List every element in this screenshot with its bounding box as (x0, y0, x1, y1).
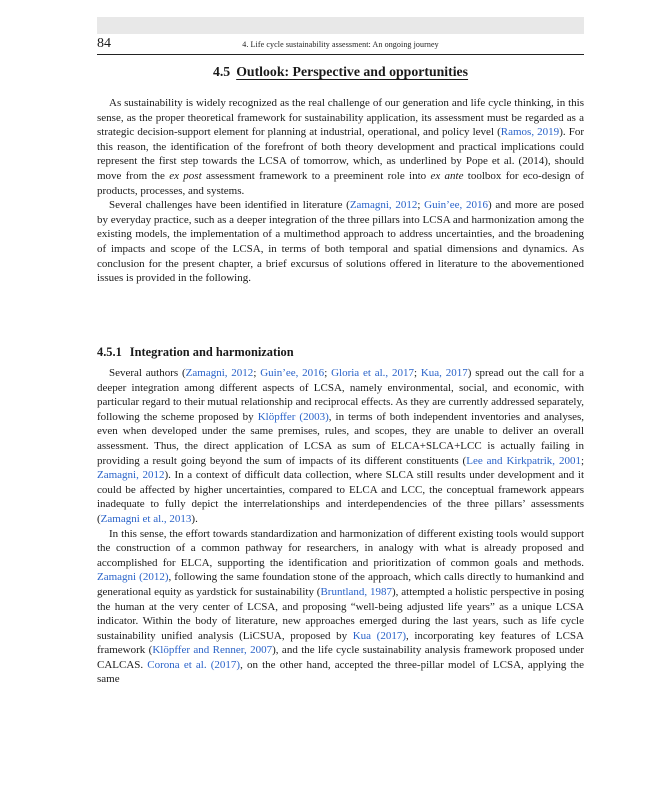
text: As sustainability is widely recognized as the real challenge of our generation and life cycle thinking, in this sense, as the proper theoretical framework for sustainability application, its assessment must be regarded as a strategic decision-support element for planning at industrial, operational, and policy level ( (97, 97, 584, 139)
text: toolbox for eco-design of products, processes, and systems. (97, 169, 585, 197)
text: ). In a context of difficult data collection, where SLCA still results under development and it could be affected by higher uncertainties, compared to ELCA and LCC, the conceptual framework appears inadequate to fully depict the interrelationships and interdependencies of the three pillars’ assessments ( (97, 469, 584, 525)
italic-term: ex post (169, 169, 202, 182)
text: Several authors ( (109, 367, 186, 379)
text: ), and the life cycle sustainability analysis framework proposed under CALCAS. (97, 644, 584, 671)
text: ; (324, 367, 332, 379)
citation-link[interactable]: Ramos, 2019 (500, 126, 560, 139)
italic-term: ex ante (430, 169, 464, 182)
text: ), attempted a holistic perspective in posing the human at the very center of LCSA, and proposing “well-being adjusted life years” as a unique LCSA indicator. Within the body of literature, new approaches emerged during the last years, such as life cycle sustainability unified analysis (LiCSUA, proposed by (97, 585, 584, 642)
text: Several challenges have been identified in literature ( (109, 199, 350, 212)
text: , following the same foundation stone of the approach, which calls directly to humankind and generational equity as yardstick for sustainability ( (97, 571, 584, 598)
body-text (97, 366, 584, 687)
citation-link[interactable]: Zamagni, 2012 (185, 367, 254, 379)
section-heading (97, 63, 584, 81)
citation-link[interactable]: Guin’ee, 2016 (424, 199, 488, 212)
citation-link[interactable]: Kua, 2017 (420, 367, 468, 379)
text: ). (191, 512, 198, 525)
subsection-number: 4.5.1 (97, 345, 122, 359)
citation-link[interactable]: Zamagni, 2012 (349, 199, 418, 212)
subsection-title: Integration and harmonization (129, 345, 294, 359)
citation-link[interactable]: Klöpffer (2003) (257, 410, 329, 423)
text: ; (580, 454, 585, 467)
intro-text (97, 96, 584, 286)
header-bar (97, 17, 584, 34)
section-title: Outlook: Perspective and opportunities (236, 64, 469, 79)
text: , incorporating key features of LCSA framework ( (97, 629, 584, 657)
text: In this sense, the effort towards standardization and harmonization of different existing tools would support the construction of a common pathway for researchers, in analogy with what is already proposed and accomplished for ELCA, supporting the identification and prioritization of common goals and methods. (97, 527, 584, 569)
subsection-heading (97, 344, 584, 360)
section-number: 4.5 (212, 64, 231, 79)
citation-link[interactable]: Zamagni, 2012 (97, 469, 165, 482)
citation-link[interactable]: Corona et al. (2017) (147, 658, 241, 671)
page-number: 84 (97, 36, 111, 51)
paragraph (97, 198, 584, 286)
paragraph (97, 366, 584, 527)
text: assessment framework to a preeminent role into (201, 169, 431, 182)
paragraph (97, 96, 584, 198)
citation-link[interactable]: Gloria et al., 2017 (331, 367, 414, 379)
text: ; (417, 199, 425, 212)
text: ; (413, 367, 421, 379)
citation-link[interactable]: Lee and Kirkpatrik, 2001 (466, 454, 581, 467)
text: ) and more are posed by everyday practice, such as a deeper integration of the three pillars into LCSA and harmonization among the existing models, the implementation of a multimethod approach to address uncertainties, and the broadening of impacts and scope of the LCSA, in terms of both temporal and spatial dimensions and dynamics. As conclusion for the present chapter, a brief excursus of solutions offered in literature to the abovementioned issues is provided in the following. (97, 199, 584, 285)
citation-link[interactable]: Bruntland, 1987 (320, 585, 393, 598)
text: ) spread out the call for a deeper integration among different aspects of LCSA, namely environmental, social, and economic, with particular regard to their mutual relationship and reciprocal effects. As they are currently addressed separately, following the scheme proposed by (97, 367, 585, 423)
text: , in terms of both independent inventories and analyses, even when developed under the same premises, rules, and scopes, they are unable to deliver an overall assessment. Thus, the direct application of LCSA as sum of ELCA+SLCA+LCC is actually failing in providing a result going beyond the sum of impacts of its different constituents ( (97, 410, 585, 467)
citation-link[interactable]: Guin’ee, 2016 (260, 367, 325, 379)
text: ; (253, 367, 261, 379)
citation-link[interactable]: Klöpffer and Renner, 2007 (152, 644, 273, 657)
chapter-title: 4. Life cycle sustainability assessment: An ongoing journey (242, 40, 439, 49)
citation-link[interactable]: Zamagni (2012) (97, 571, 169, 584)
citation-link[interactable]: Kua (2017) (352, 629, 406, 642)
citation-link[interactable]: Zamagni et al., 2013 (100, 512, 192, 525)
text: ). For this reason, the identification of the forefront of both theory development and practical implications could represent the first step towards the LCSA of tomorrow, which, as underlined by Pope et al. (2014), should move from the (97, 126, 584, 182)
running-head (97, 36, 584, 55)
paragraph (97, 527, 584, 688)
text: , on the other hand, accepted the three-pillar model of LCSA, applying the same (97, 658, 584, 686)
